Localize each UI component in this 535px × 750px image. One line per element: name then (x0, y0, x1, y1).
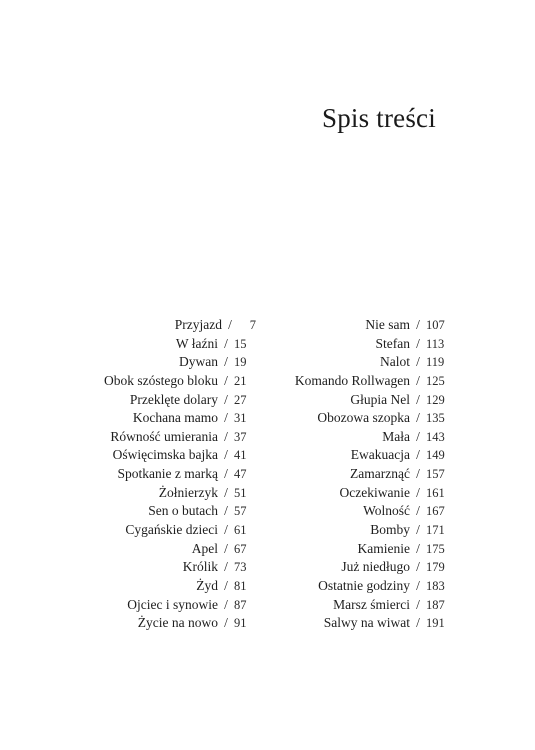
toc-separator: / (416, 466, 420, 482)
toc-separator: / (224, 335, 228, 351)
toc-entry-title: Cygańskie dzieci (125, 522, 218, 538)
toc-page-number: 129 (426, 392, 445, 407)
toc-page-number: 171 (426, 523, 445, 538)
toc-separator: / (224, 615, 228, 631)
toc-page-number: 41 (234, 448, 247, 463)
toc-entry (286, 372, 450, 391)
toc-page-number: 175 (426, 541, 445, 556)
toc-entry-title: Obozowa szopka (317, 410, 410, 426)
toc-page-number: 19 (234, 355, 247, 370)
toc-separator: / (416, 372, 420, 388)
toc-entry (80, 316, 260, 335)
toc-entry (80, 428, 260, 447)
toc-separator: / (416, 522, 420, 538)
toc-entry (286, 428, 450, 447)
toc-entry-title: Mała (382, 428, 410, 444)
toc-page-number: 135 (426, 411, 445, 426)
toc-entry-title: Zamarznąć (350, 466, 410, 482)
toc-page-number: 161 (426, 485, 445, 500)
toc-entry-title: Ojciec i synowie (127, 596, 218, 612)
toc-page-number: 37 (234, 429, 247, 444)
toc-entry (80, 409, 260, 428)
toc-page-number: 57 (234, 504, 247, 519)
toc-entry (286, 353, 450, 372)
toc-page-number: 7 (249, 318, 256, 332)
toc-separator: / (224, 428, 228, 444)
toc-entry-title: Kamienie (357, 540, 410, 556)
toc-entry-title: Nalot (380, 354, 410, 370)
toc-left-column (80, 316, 260, 633)
toc-separator: / (224, 372, 228, 388)
page-title: Spis treści (322, 103, 436, 133)
toc-page-number: 113 (426, 336, 445, 351)
toc-page-number: 149 (426, 448, 445, 463)
toc-entry (286, 391, 450, 410)
toc-entry-title: Przeklęte dolary (129, 391, 218, 407)
toc-separator: / (224, 540, 228, 556)
toc-entry-title: Żołnierzyk (158, 484, 218, 500)
toc-separator: / (416, 410, 420, 426)
toc-entry (80, 540, 260, 559)
toc-page-number: 187 (426, 597, 445, 612)
toc-entry-title: Spotkanie z marką (117, 466, 218, 482)
toc-separator: / (416, 354, 420, 370)
toc-page-number: 81 (234, 578, 247, 593)
toc-page-number: 31 (234, 411, 247, 426)
toc-separator: / (224, 577, 228, 593)
toc-entry-title: Nie sam (365, 317, 410, 332)
toc-entry-title: Ostatnie godziny (318, 577, 410, 593)
toc-page-number: 21 (234, 373, 247, 388)
toc-entry (286, 409, 450, 428)
toc-entry-title: Komando Rollwagen (294, 372, 410, 388)
toc-entry (286, 446, 450, 465)
toc-page-number: 119 (426, 355, 445, 370)
toc-entry (286, 484, 450, 503)
toc-entry-title: Życie na nowo (137, 615, 218, 631)
toc-page-number: 125 (426, 373, 445, 388)
toc-separator: / (224, 522, 228, 538)
toc-entry (286, 335, 450, 354)
toc-entry (80, 353, 260, 372)
toc-right-column (286, 316, 450, 633)
toc-page-number: 61 (234, 523, 247, 538)
toc-separator: / (416, 317, 420, 332)
toc-page-number: 73 (234, 560, 247, 575)
toc-page-number: 87 (234, 597, 247, 612)
toc-entry (80, 596, 260, 615)
toc-separator: / (416, 615, 420, 631)
toc-page-number: 143 (426, 429, 445, 444)
toc-page-number: 27 (234, 392, 247, 407)
toc-page-number: 67 (234, 541, 247, 556)
toc-entry-title: Bomby (370, 522, 410, 538)
toc-separator: / (416, 428, 420, 444)
toc-entry-title: Marsz śmierci (333, 596, 410, 612)
toc-entry (80, 558, 260, 577)
toc-entry-title: Oświęcimska bajka (112, 447, 218, 463)
toc-page-number: 191 (426, 616, 445, 631)
toc-separator: / (416, 577, 420, 593)
toc-page-number: 47 (234, 467, 247, 482)
toc-entry-title: Przyjazd (174, 317, 222, 332)
toc-separator: / (224, 503, 228, 519)
toc-page-number: 107 (426, 318, 445, 332)
toc-entry-title: Oczekiwanie (339, 484, 410, 500)
toc-entry (80, 446, 260, 465)
toc-entry-title: Obok szóstego bloku (104, 372, 218, 388)
toc-separator: / (416, 447, 420, 463)
toc-separator: / (416, 391, 420, 407)
toc-entry (286, 614, 450, 633)
toc-entry-title: Dywan (179, 354, 218, 370)
toc-entry-title: W łaźni (175, 335, 218, 351)
toc-entry-title: Salwy na wiwat (323, 615, 410, 631)
toc-entry (80, 391, 260, 410)
toc-entry-title: Równość umierania (110, 428, 218, 444)
toc-page-number: 51 (234, 485, 247, 500)
toc-entry-title: Królik (182, 559, 218, 575)
toc-entry-title: Apel (191, 540, 218, 556)
toc-entry (80, 465, 260, 484)
toc-entry-title: Głupia Nel (350, 391, 410, 407)
toc-entry (80, 484, 260, 503)
toc-entry-title: Kochana mamo (132, 410, 218, 426)
toc-page-number: 183 (426, 578, 445, 593)
toc-separator: / (228, 317, 232, 332)
toc-entry (286, 465, 450, 484)
toc-separator: / (224, 484, 228, 500)
toc-separator: / (224, 410, 228, 426)
toc-page-number: 179 (426, 560, 445, 575)
toc-separator: / (224, 466, 228, 482)
toc-entry (286, 316, 450, 335)
toc-entry (80, 502, 260, 521)
toc-entry (286, 521, 450, 540)
toc-entry-title: Stefan (375, 335, 410, 351)
toc-separator: / (416, 484, 420, 500)
toc-separator: / (224, 391, 228, 407)
toc-page-number: 157 (426, 467, 445, 482)
toc-entry (80, 577, 260, 596)
toc-entry (286, 540, 450, 559)
toc-entry (80, 335, 260, 354)
toc-entry-title: Ewakuacja (350, 447, 410, 463)
toc-entry (80, 614, 260, 633)
toc-separator: / (416, 559, 420, 575)
toc-separator: / (224, 559, 228, 575)
toc-separator: / (416, 335, 420, 351)
toc-separator: / (416, 503, 420, 519)
toc-separator: / (224, 447, 228, 463)
toc-separator: / (416, 540, 420, 556)
toc-separator: / (224, 354, 228, 370)
toc-entry (80, 372, 260, 391)
toc-page-number: 15 (234, 336, 247, 351)
toc-entry (80, 521, 260, 540)
toc-page-number: 167 (426, 504, 445, 519)
toc-entry (286, 577, 450, 596)
toc-entry-title: Sen o butach (148, 503, 218, 519)
toc-entry-title: Żyd (196, 577, 218, 593)
toc-separator: / (416, 596, 420, 612)
toc-entry-title: Już niedługo (341, 559, 410, 575)
toc-entry (286, 502, 450, 521)
toc-entry (286, 596, 450, 615)
toc-page-number: 91 (234, 616, 247, 631)
toc-separator: / (224, 596, 228, 612)
toc-entry (286, 558, 450, 577)
toc-entry-title: Wolność (363, 503, 410, 519)
